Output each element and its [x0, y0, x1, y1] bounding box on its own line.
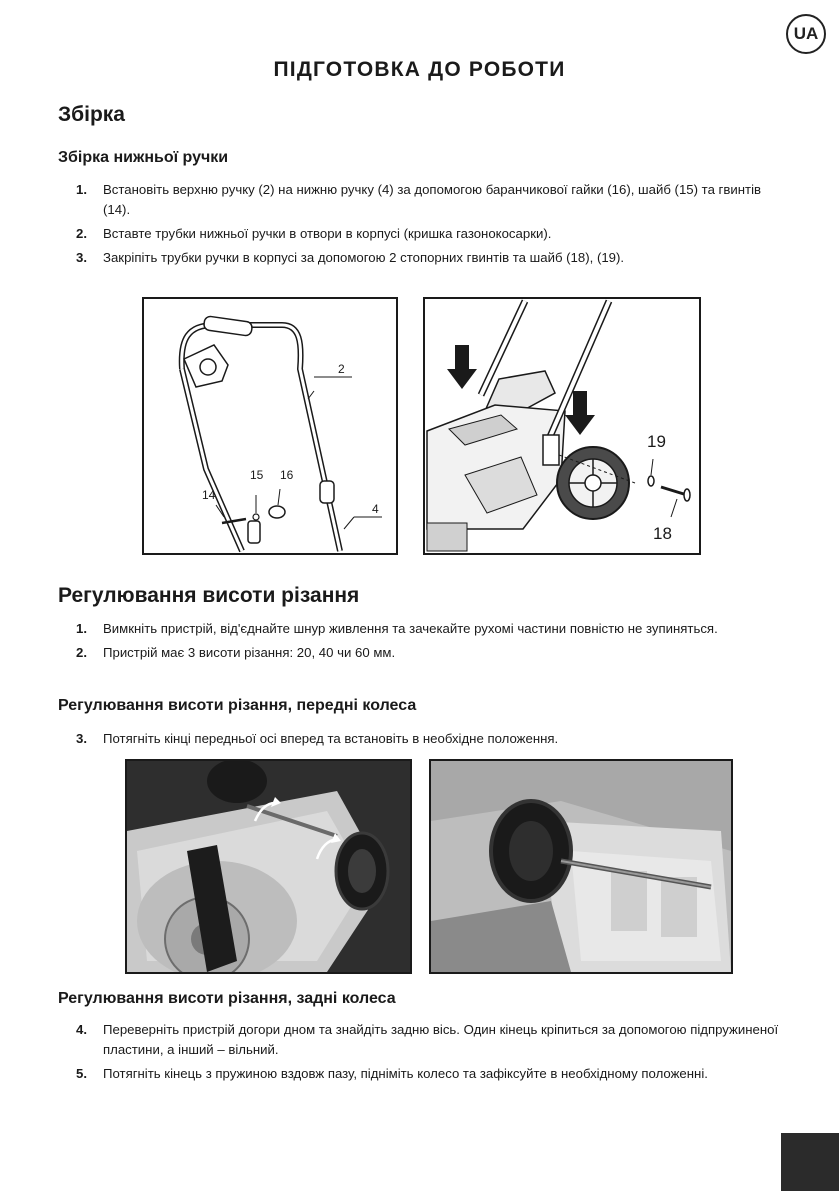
handle-assembly-drawing [144, 299, 396, 553]
list-item [58, 1020, 788, 1060]
subheading-rear-wheels: Регулювання висоти різання, задні колеса [58, 990, 396, 1007]
front-axle-photo-drawing [127, 761, 410, 972]
front-axle-photo-2 [429, 759, 733, 974]
step-number: 1. [76, 182, 87, 197]
step-text: Вставте трубки нижньої ручки в отвори в корпусі (кришка газонокосарки). [103, 226, 552, 241]
part-label-15: 15 [250, 468, 264, 482]
part-label-18: 18 [653, 524, 672, 543]
subheading-lower-handle: Збірка нижньої ручки [58, 149, 229, 166]
step-number: 2. [76, 645, 87, 660]
assembly-steps-list [58, 180, 788, 272]
page-corner-tab [781, 1133, 839, 1191]
list-item [58, 619, 788, 639]
step-text: Потягніть кінець з пружиною вздовж пазу, підніміть колесо та зафіксуйте в необхідному положенні. [103, 1066, 708, 1081]
step-number: 3. [76, 731, 87, 746]
down-arrow-icon [447, 345, 477, 389]
list-item [58, 1064, 788, 1084]
page-title: ПІДГОТОВКА ДО РОБОТИ [273, 58, 566, 81]
step-text: Вимкніть пристрій, від'єднайте шнур живлення та зачекайте рухомі частини повністю не зупиняться. [103, 621, 718, 636]
handle-mounting-diagram [423, 297, 701, 555]
list-item [58, 729, 788, 749]
step-text: Потягніть кінці передньої осі вперед та встановіть в необхідне положення. [103, 731, 559, 746]
step-text: Переверніть пристрій догори дном та знайдіть задню вісь. Один кінець кріпиться за допомогою підпружиненої пластини, а інший – вільний. [103, 1022, 779, 1057]
list-item [58, 224, 788, 244]
handle-mounting-drawing [425, 299, 699, 553]
part-label-19: 19 [647, 432, 666, 451]
step-number: 4. [76, 1022, 87, 1037]
section-heading-assembly: Збірка [58, 103, 125, 126]
section-heading-cutting-height: Регулювання висоти різання [58, 584, 360, 607]
step-text: Пристрій має 3 висоти різання: 20, 40 чи 60 мм. [103, 645, 396, 660]
rear-wheels-steps-list [58, 1020, 788, 1088]
list-item [58, 248, 788, 268]
cutting-height-steps-list [58, 619, 788, 667]
part-label-14: 14 [202, 488, 216, 502]
front-axle-closeup-drawing [431, 761, 731, 972]
part-label-16: 16 [280, 468, 294, 482]
step-number: 3. [76, 250, 87, 265]
step-text: Встановіть верхню ручку (2) на нижню ручку (4) за допомогою баранчикової гайки (16), шайб (15) та гвинтів (14). [103, 182, 762, 217]
front-axle-photo-1 [125, 759, 412, 974]
language-badge: UA [786, 14, 826, 54]
front-wheels-steps-list [58, 729, 788, 753]
list-item [58, 643, 788, 663]
step-text: Закріпіть трубки ручки в корпусі за допомогою 2 стопорних гвинтів та шайб (18), (19). [103, 250, 625, 265]
step-number: 2. [76, 226, 87, 241]
list-item [58, 180, 788, 220]
part-label-2: 2 [338, 362, 345, 376]
subheading-front-wheels: Регулювання висоти різання, передні колеса [58, 697, 417, 714]
step-number: 1. [76, 621, 87, 636]
part-label-4: 4 [372, 502, 379, 516]
handle-assembly-diagram [142, 297, 398, 555]
step-number: 5. [76, 1066, 87, 1081]
